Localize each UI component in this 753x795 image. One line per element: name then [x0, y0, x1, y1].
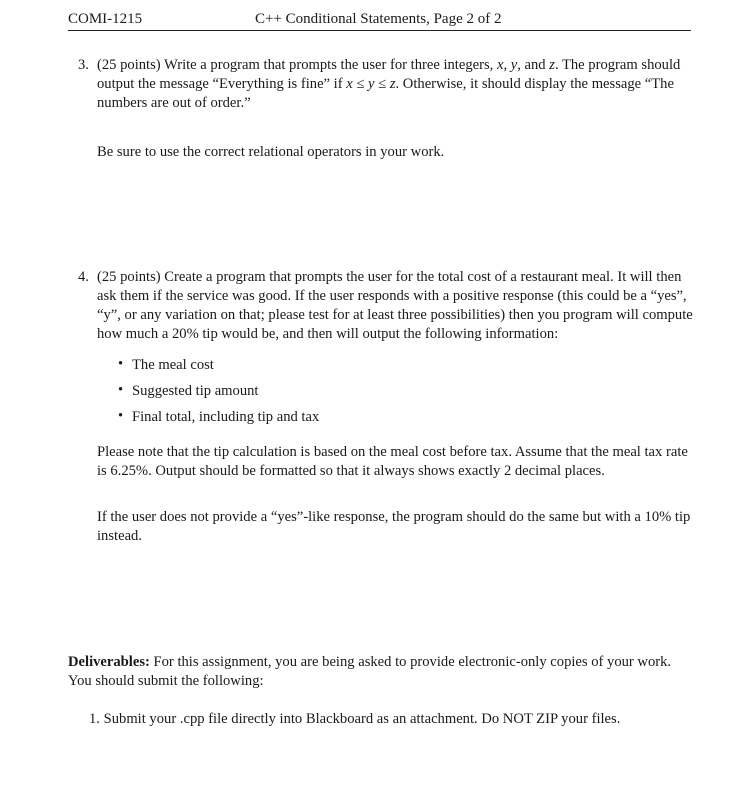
deliverable-item-number: 1.: [89, 711, 100, 727]
page-title: C++ Conditional Statements, Page 2 of 2: [255, 11, 502, 27]
var-x: x: [496, 57, 504, 73]
var-y: y: [510, 57, 518, 73]
problem-4-note-2: If the user does not provide a “yes”-like response, the program should do the same but with a 10% tip instead.: [97, 509, 691, 544]
problem-3-number: 3.: [78, 57, 89, 73]
problem-4-number: 4.: [78, 269, 89, 285]
bullet-icon: •: [118, 382, 124, 398]
problem-3-line2: should output the message “Everything is fine” if: [97, 57, 681, 92]
inequality: x ≤ y ≤ z: [346, 76, 396, 92]
list-item: [118, 356, 618, 382]
problem-3-line2-end: . Otherwise, it should display the: [395, 76, 589, 92]
problem-4-note-1: Please note that the tip calculation is based on the meal cost before tax. Assume that the meal tax rate is 6.25%. Output should be formatted so that it always shows exactly 2 decimal places.: [97, 444, 688, 479]
problem-3-text: [97, 56, 693, 113]
bullet-icon: •: [118, 408, 124, 424]
list-item-text: Suggested tip amount: [132, 383, 259, 399]
deliverables: [68, 653, 694, 691]
deliverable-item: [89, 710, 689, 729]
page-header: [68, 10, 691, 31]
course-code: COMI-1215: [68, 11, 143, 27]
list-item-text: The meal cost: [132, 357, 214, 373]
problem-4: [78, 268, 693, 344]
list-item-text: Final total, including tip and tax: [132, 409, 320, 425]
deliverable-item-text: Submit your .cpp file directly into Blackboard as an attachment. Do NOT ZIP your files.: [103, 711, 621, 727]
list-item: [118, 408, 618, 434]
comma: ,: [503, 57, 511, 73]
var-z: z: [549, 57, 555, 73]
problem-3-line3: message “The numbers are out of order.”: [97, 76, 674, 111]
bullet-icon: •: [118, 356, 124, 372]
list-item: [118, 382, 618, 408]
deliverables-text: For this assignment, you are being asked to provide electronic-only copies of your work. You should submit the following:: [68, 654, 672, 689]
problem-3-line1: (25 points) Write a program that prompts the user for three integers,: [97, 57, 497, 73]
deliverables-label: Deliverables:: [68, 654, 150, 670]
and-text: , and: [517, 57, 550, 73]
problem-3-line1-end: . The program: [554, 57, 638, 73]
problem-4-text: (25 points) Create a program that prompts the user for the total cost of a restaurant meal. It will then ask them if the service was good. If the user responds with a positive response (this could be a “yes”, “y”, or any variation on that; please test for at least three possibilities) then you program will compute how much a 20% tip would be, and then will output the following information:: [97, 269, 693, 342]
problem-3-note: Be sure to use the correct relational operators in your work.: [97, 144, 445, 160]
problem-3: [78, 56, 693, 113]
info-list: [118, 356, 618, 434]
